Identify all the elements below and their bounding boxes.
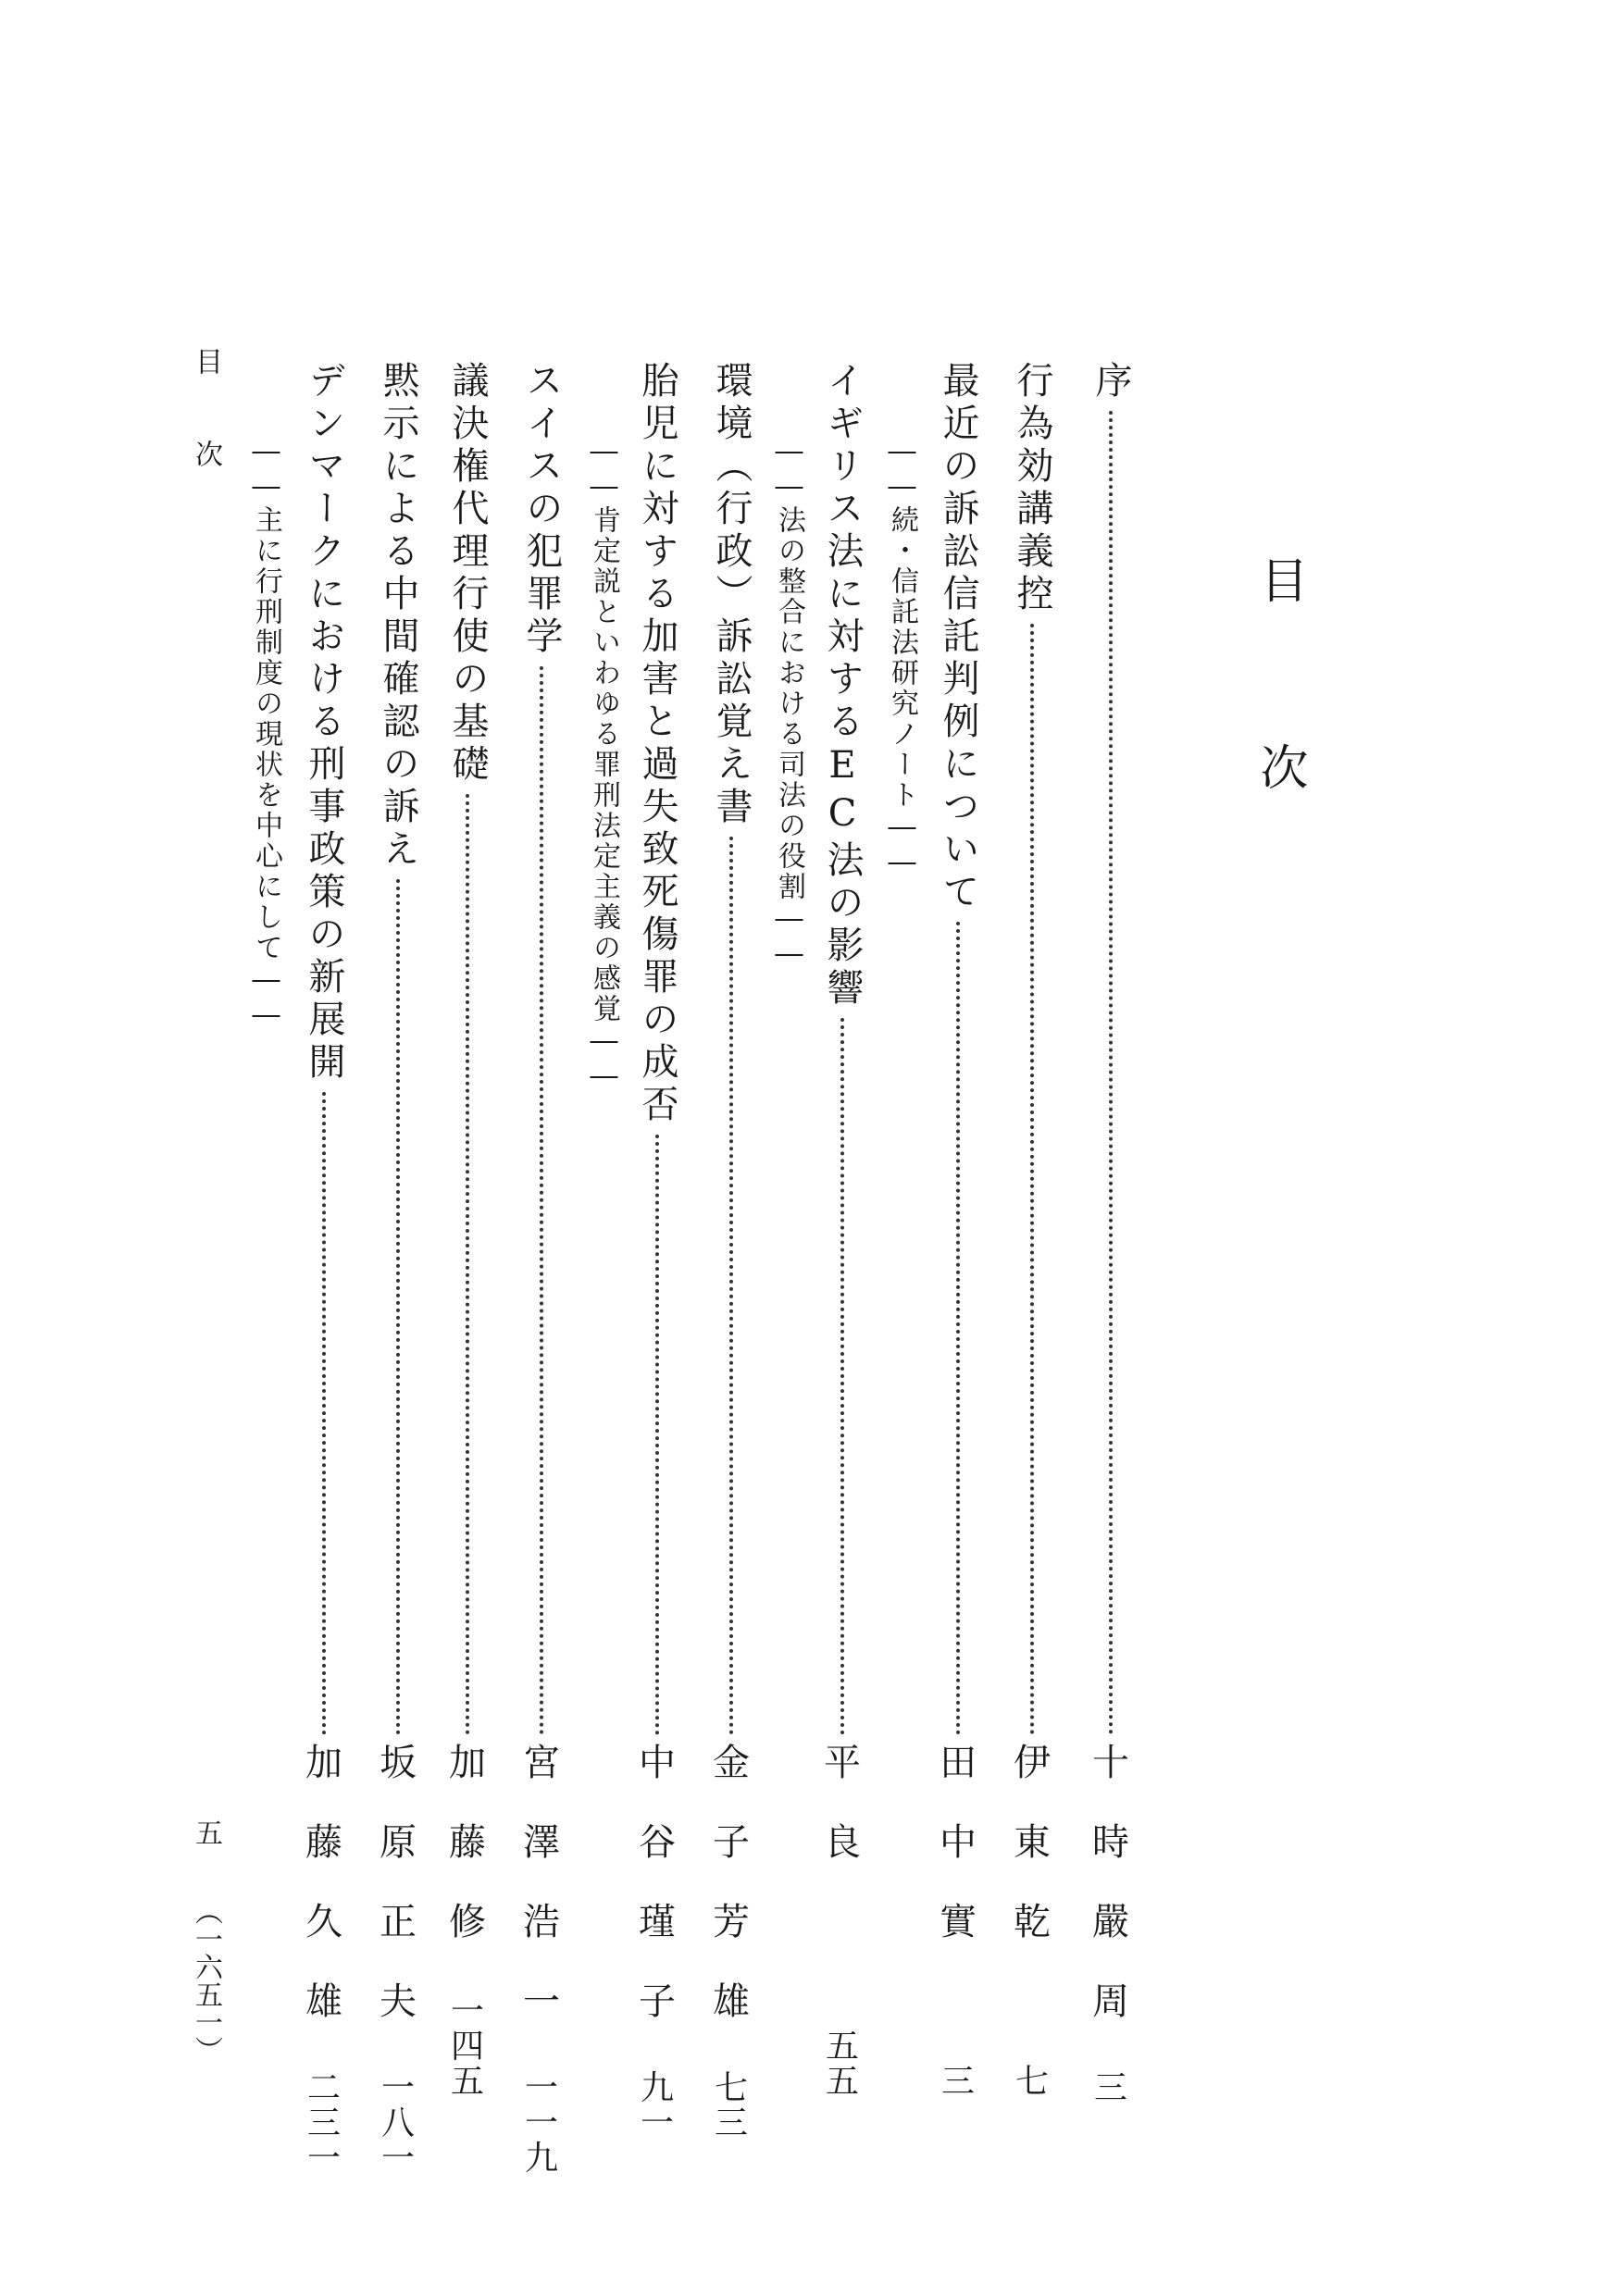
leader-dots (396, 879, 400, 1735)
toc-entry[interactable] (1004, 361, 1060, 2101)
entry-subtitle: ――主に行刑制度の現状を中心にして―― (250, 435, 282, 1034)
toc-entry[interactable] (296, 361, 352, 2178)
running-head: 目次 (190, 347, 222, 532)
toc-entry[interactable] (815, 361, 870, 2101)
entry-title: 序 (1089, 361, 1132, 403)
toc-entry[interactable] (514, 361, 569, 2178)
entry-title: 行為効講義控 (1011, 361, 1053, 616)
leader-dots (322, 1092, 326, 1735)
entry-author: 田 中 實 (940, 1742, 977, 1943)
entry-title: 議決権代理行使の基礎 (446, 361, 489, 787)
entry-author: 中 谷 瑾 子 (639, 1742, 676, 2023)
entry-author: 坂 原 正 夫 (380, 1742, 417, 2023)
leader-dots (1109, 411, 1113, 1735)
entry-subtitle: ――法の整合における司法の役割―― (773, 435, 805, 973)
page-number: 五 (190, 1818, 222, 1846)
entry-page: 三 (940, 2063, 975, 2101)
entry-author: 金 子 芳 雄 (713, 1742, 750, 2023)
entry-author: 平 良 (824, 1742, 861, 1864)
entry-title: 胎児に対する加害と過失致死傷罪の成否 (636, 361, 678, 1127)
entry-page: 一 八 一 (380, 2069, 415, 2178)
entry-title: 環境（行政）訴訟覚え書 (710, 361, 753, 829)
entry-page: 一 四 五 (450, 1992, 484, 2101)
leader-dots (466, 794, 469, 1735)
toc-entry[interactable] (370, 361, 426, 2178)
entry-page: 九 一 (640, 2069, 674, 2142)
leader-dots (1030, 624, 1034, 1735)
toc-entry[interactable] (440, 361, 495, 2101)
entry-title: イギリス法に対するEC法の影響 (821, 361, 864, 1011)
leader-dots (840, 1018, 844, 1735)
toc-entry[interactable] (930, 361, 986, 2101)
entry-title: 黙示による中間確認の訴え (377, 361, 419, 872)
leader-dots (540, 666, 543, 1735)
entry-subtitle: ――続・信託法研究ノート―― (886, 435, 918, 881)
entry-title: デンマークにおける刑事政策の新展開 (303, 361, 345, 1085)
entry-author: 加 藤 久 雄 (305, 1742, 342, 2023)
entry-title: スイスの犯罪学 (520, 361, 563, 659)
entry-title: 最近の訴訟信託判例について (937, 361, 979, 914)
toc-entry[interactable] (629, 361, 685, 2142)
entry-subtitle: ――肯定説といわゆる罪刑法定主義の感覚―― (588, 435, 620, 1095)
toc-heading: 目次 (1251, 555, 1307, 929)
entry-author: 加 藤 修 (449, 1742, 486, 1943)
entry-page: 七 (1014, 2063, 1049, 2101)
entry-page: 三 (1093, 2069, 1127, 2107)
toc-entry[interactable] (1083, 361, 1139, 2107)
entry-page: 二 三 一 (306, 2069, 341, 2178)
leader-dots (655, 1135, 659, 1735)
entry-page: 一 一 九 (524, 2069, 558, 2178)
entry-author: 十 時 嚴 周 (1092, 1742, 1129, 2023)
leader-dots (729, 837, 733, 1735)
entry-page: 五 五 (825, 2028, 859, 2101)
leader-dots (956, 922, 960, 1735)
entry-author: 伊 東 乾 (1014, 1742, 1051, 1943)
entry-author: 宮 澤 浩 一 (523, 1742, 560, 2023)
page-number-paren: （一六五一） (190, 1897, 222, 2064)
toc-entry[interactable] (703, 361, 759, 2142)
entry-page: 七 三 (714, 2069, 748, 2142)
